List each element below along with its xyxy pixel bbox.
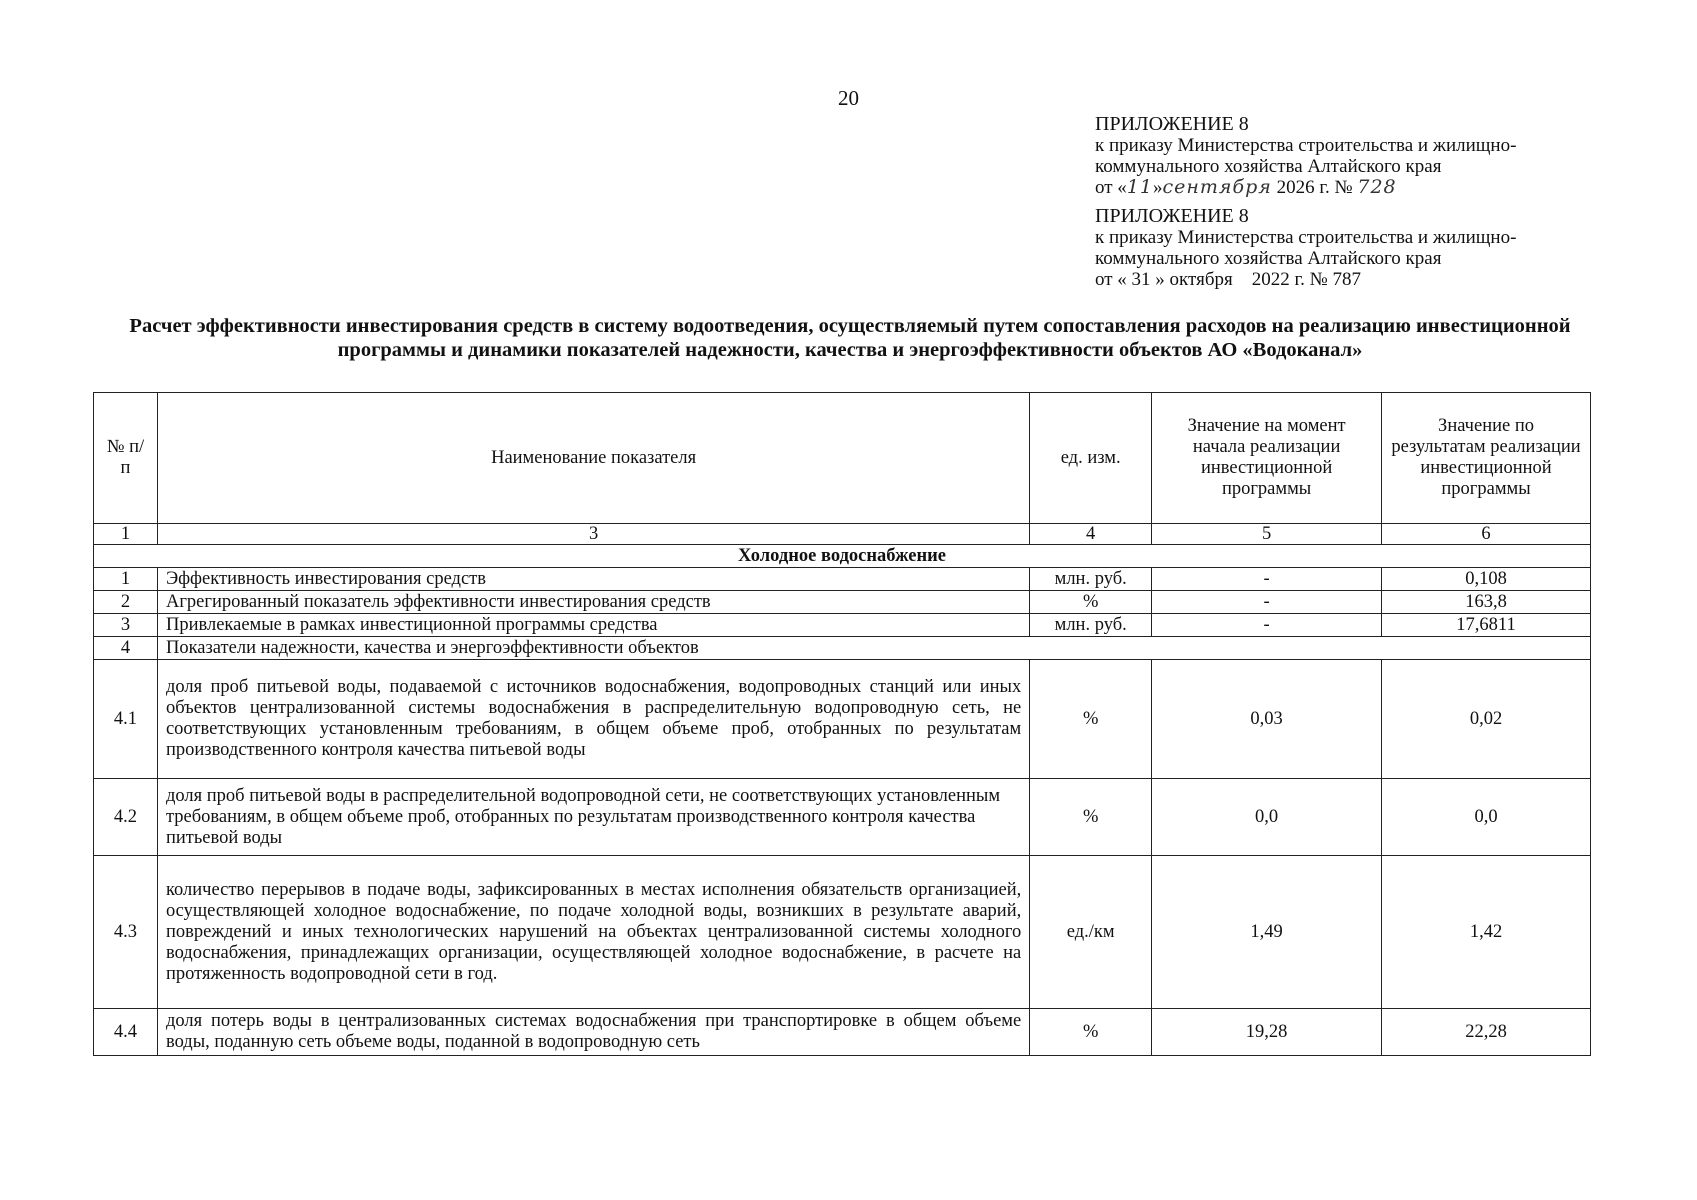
handwritten-month: сентября [1162, 176, 1272, 198]
table-row [94, 637, 1591, 660]
row-name: Эффективность инвестирования средств [157, 568, 1029, 591]
document-title: Расчет эффективности инвестирования средств в систему водоотведения, осуществляемый путем сопоставления расходов на реализацию инвестиционной программы и динамики показателей надежности, качества и энергоэффективности объектов АО «Водоканал» [129, 315, 1571, 361]
row-unit: % [1030, 591, 1152, 614]
row-name: доля проб питьевой воды в распределительной водопроводной сети, не соответствующих установленным требованиям, в общем объеме проб, отобранных по результатам производственного контроля качества питьевой воды [157, 779, 1029, 856]
row-num: 2 [94, 591, 158, 614]
date-prefix: от « [1095, 177, 1127, 198]
appendix-date-line: от « 31 » октября 2022 г. № 787 [1095, 269, 1362, 290]
appendix-date-line [1095, 177, 1516, 198]
col-number: 4 [1030, 524, 1152, 545]
header-unit: ед. изм. [1030, 393, 1152, 524]
handwritten-number: 728 [1357, 176, 1397, 198]
row-unit: млн. руб. [1030, 614, 1152, 637]
row-result: 0,02 [1382, 660, 1591, 779]
table-row [94, 660, 1591, 779]
row-name: доля потерь воды в централизованных системах водоснабжения при транспортировке в общем объеме воды, поданную сеть объеме воды, поданной в водопроводную сеть [157, 1009, 1029, 1056]
table-header-row [94, 393, 1591, 524]
table-row [94, 779, 1591, 856]
col-number: 3 [157, 524, 1029, 545]
indicators-table [93, 392, 1591, 1056]
row-name: Показатели надежности, качества и энергоэффективности объектов [157, 637, 1590, 660]
table-row [94, 856, 1591, 1009]
row-unit: ед./км [1030, 856, 1152, 1009]
row-start: - [1152, 568, 1382, 591]
row-name: доля проб питьевой воды, подаваемой с источников водоснабжения, водопроводных станций или иных объектов централизованной системы водоснабжения в распределительную водопроводную сеть, не соответствующих установленным требованиям, в общем объеме проб, отобранных по результатам производственного контроля качества питьевой воды [157, 660, 1029, 779]
row-num: 1 [94, 568, 158, 591]
table-row [94, 614, 1591, 637]
row-result: 163,8 [1382, 591, 1591, 614]
header-result-value: Значение по результатам реализации инвестиционной программы [1382, 393, 1591, 524]
section-row [94, 545, 1591, 568]
row-start: 0,03 [1152, 660, 1382, 779]
row-name: Агрегированный показатель эффективности инвестирования средств [157, 591, 1029, 614]
row-result: 0,0 [1382, 779, 1591, 856]
date-year: 2026 г. № [1276, 177, 1353, 198]
header-num: № п/п [94, 393, 158, 524]
table-row [94, 568, 1591, 591]
col-number: 1 [94, 524, 158, 545]
date-mid: » [1153, 177, 1163, 198]
col-number: 6 [1382, 524, 1591, 545]
row-result: 1,42 [1382, 856, 1591, 1009]
row-result: 0,108 [1382, 568, 1591, 591]
row-unit: % [1030, 660, 1152, 779]
header-name: Наименование показателя [157, 393, 1029, 524]
row-start: - [1152, 614, 1382, 637]
row-result: 22,28 [1382, 1009, 1591, 1056]
appendix-heading: ПРИЛОЖЕНИЕ 8 [1095, 113, 1249, 135]
row-start: 19,28 [1152, 1009, 1382, 1056]
table-row [94, 591, 1591, 614]
header-start-value: Значение на момент начала реализации инвестиционной программы [1152, 393, 1382, 524]
appendix-line-1: к приказу Министерства строительства и жилищно- [1095, 135, 1517, 156]
row-name: Привлекаемые в рамках инвестиционной программы средства [157, 614, 1029, 637]
row-num: 4.3 [94, 856, 158, 1009]
appendix-line-2: коммунального хозяйства Алтайского края [1095, 156, 1442, 177]
row-start: - [1152, 591, 1382, 614]
appendix-line-1: к приказу Министерства строительства и жилищно- [1095, 227, 1517, 248]
handwritten-day: 11 [1126, 176, 1153, 198]
table-row [94, 1009, 1591, 1056]
page-number: 20 [838, 86, 859, 110]
appendix-block-old [1095, 206, 1516, 290]
row-start: 0,0 [1152, 779, 1382, 856]
row-unit: % [1030, 1009, 1152, 1056]
row-num: 4.1 [94, 660, 158, 779]
appendix-block-new [1095, 114, 1516, 198]
row-unit: млн. руб. [1030, 568, 1152, 591]
row-num: 4.2 [94, 779, 158, 856]
row-num: 4.4 [94, 1009, 158, 1056]
row-num: 3 [94, 614, 158, 637]
appendix-line-2: коммунального хозяйства Алтайского края [1095, 248, 1442, 269]
row-start: 1,49 [1152, 856, 1382, 1009]
appendix-heading: ПРИЛОЖЕНИЕ 8 [1095, 205, 1249, 227]
section-title: Холодное водоснабжение [94, 545, 1591, 568]
row-unit: % [1030, 779, 1152, 856]
col-number: 5 [1152, 524, 1382, 545]
row-num: 4 [94, 637, 158, 660]
column-numbers-row [94, 524, 1591, 545]
row-name: количество перерывов в подаче воды, зафиксированных в местах исполнения обязательств организацией, осуществляющей холодное водоснабжение, по подаче холодной воды, возникших в результате аварий, повреждений и иных технологических нарушений на объектах централизованной системы холодного водоснабжения, принадлежащих организации, осуществляющей холодное водоснабжение, в расчете на протяженность водопроводной сети в год. [157, 856, 1029, 1009]
row-result: 17,6811 [1382, 614, 1591, 637]
